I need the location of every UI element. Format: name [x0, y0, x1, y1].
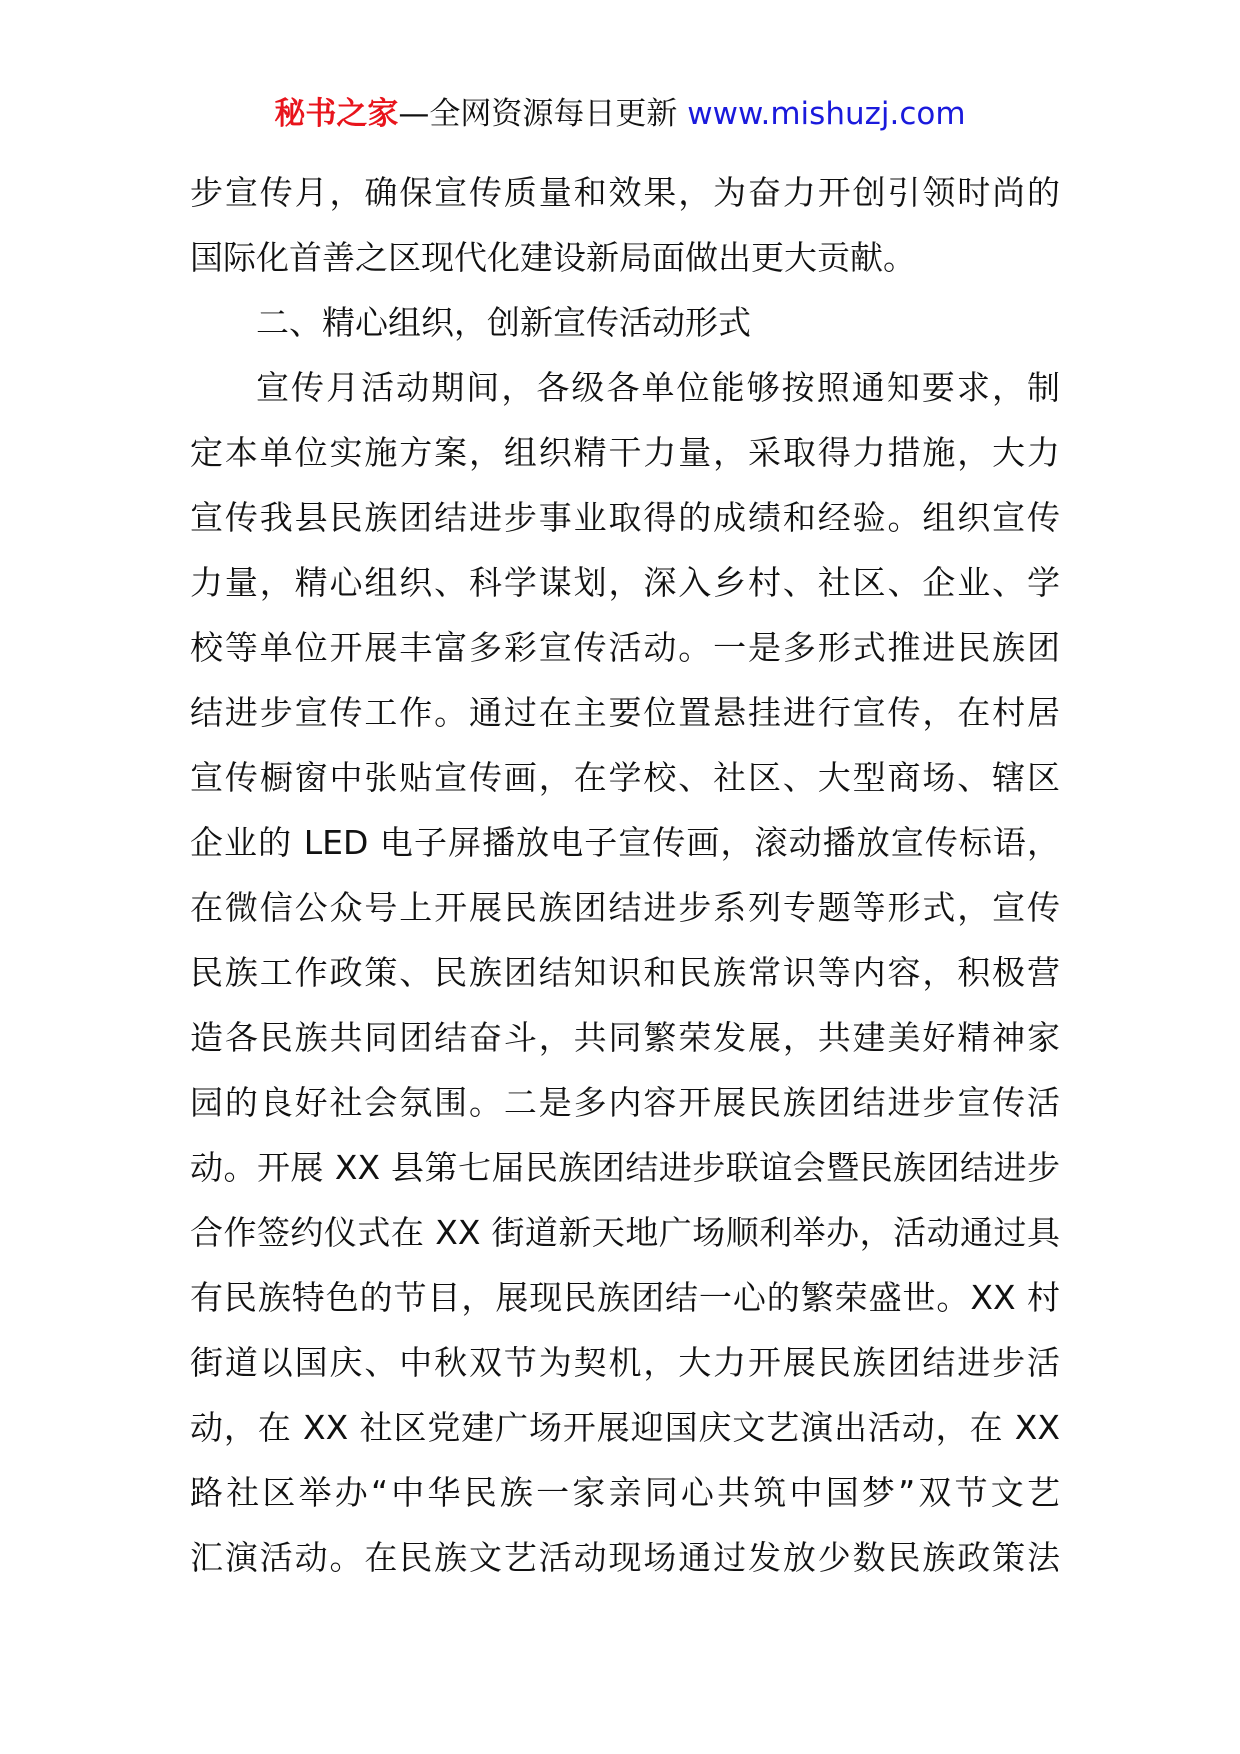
text-line: 在微信公众号上开展民族团结进步系列专题等形式，宣传: [190, 888, 1060, 927]
site-tagline: —全网资源每日更新: [398, 96, 688, 132]
section-heading: 二、精心组织，创新宣传活动形式: [256, 303, 751, 342]
text-line: 定本单位实施方案，组织精干力量，采取得力措施，大力: [190, 433, 1060, 472]
site-brand: 秘书之家: [274, 96, 399, 132]
text-line: 校等单位开展丰富多彩宣传活动。一是多形式推进民族团: [190, 628, 1060, 667]
site-url[interactable]: www.mishuzj.com: [687, 96, 966, 132]
text-line: 结进步宣传工作。通过在主要位置悬挂进行宣传，在村居: [190, 693, 1060, 732]
text-line: 民族工作政策、民族团结知识和民族常识等内容，积极营: [190, 953, 1060, 992]
text-line: 街道以国庆、中秋双节为契机，大力开展民族团结进步活: [190, 1343, 1060, 1382]
text-line: 步宣传月，确保宣传质量和效果，为奋力开创引领时尚的: [190, 173, 1060, 212]
document-body: [190, 160, 1060, 1590]
text-line: 动。开展 XX 县第七届民族团结进步联谊会暨民族团结进步: [190, 1148, 1060, 1187]
text-line: 造各民族共同团结奋斗，共同繁荣发展，共建美好精神家: [190, 1018, 1060, 1057]
text-line: 路社区举办“中华民族一家亲同心共筑中国梦”双节文艺: [190, 1473, 1060, 1512]
text-line: 合作签约仪式在 XX 街道新天地广场顺利举办，活动通过具: [190, 1213, 1060, 1252]
text-line: 园的良好社会氛围。二是多内容开展民族团结进步宣传活: [190, 1083, 1060, 1122]
text-line: 动，在 XX 社区党建广场开展迎国庆文艺演出活动，在 XX: [190, 1408, 1060, 1447]
text-line: 宣传月活动期间，各级各单位能够按照通知要求，制: [256, 368, 1060, 407]
text-line: 国际化首善之区现代化建设新局面做出更大贡献。: [190, 238, 916, 277]
text-line: 宣传我县民族团结进步事业取得的成绩和经验。组织宣传: [190, 498, 1060, 537]
text-line: 力量，精心组织、科学谋划，深入乡村、社区、企业、学: [190, 563, 1060, 602]
text-line: 汇演活动。在民族文艺活动现场通过发放少数民族政策法: [190, 1538, 1060, 1577]
text-line: 宣传橱窗中张贴宣传画，在学校、社区、大型商场、辖区: [190, 758, 1060, 797]
text-line: 企业的 LED 电子屏播放电子宣传画，滚动播放宣传标语，: [190, 823, 1060, 862]
page-header: [0, 94, 1240, 134]
text-line: 有民族特色的节目，展现民族团结一心的繁荣盛世。XX 村: [190, 1278, 1060, 1317]
